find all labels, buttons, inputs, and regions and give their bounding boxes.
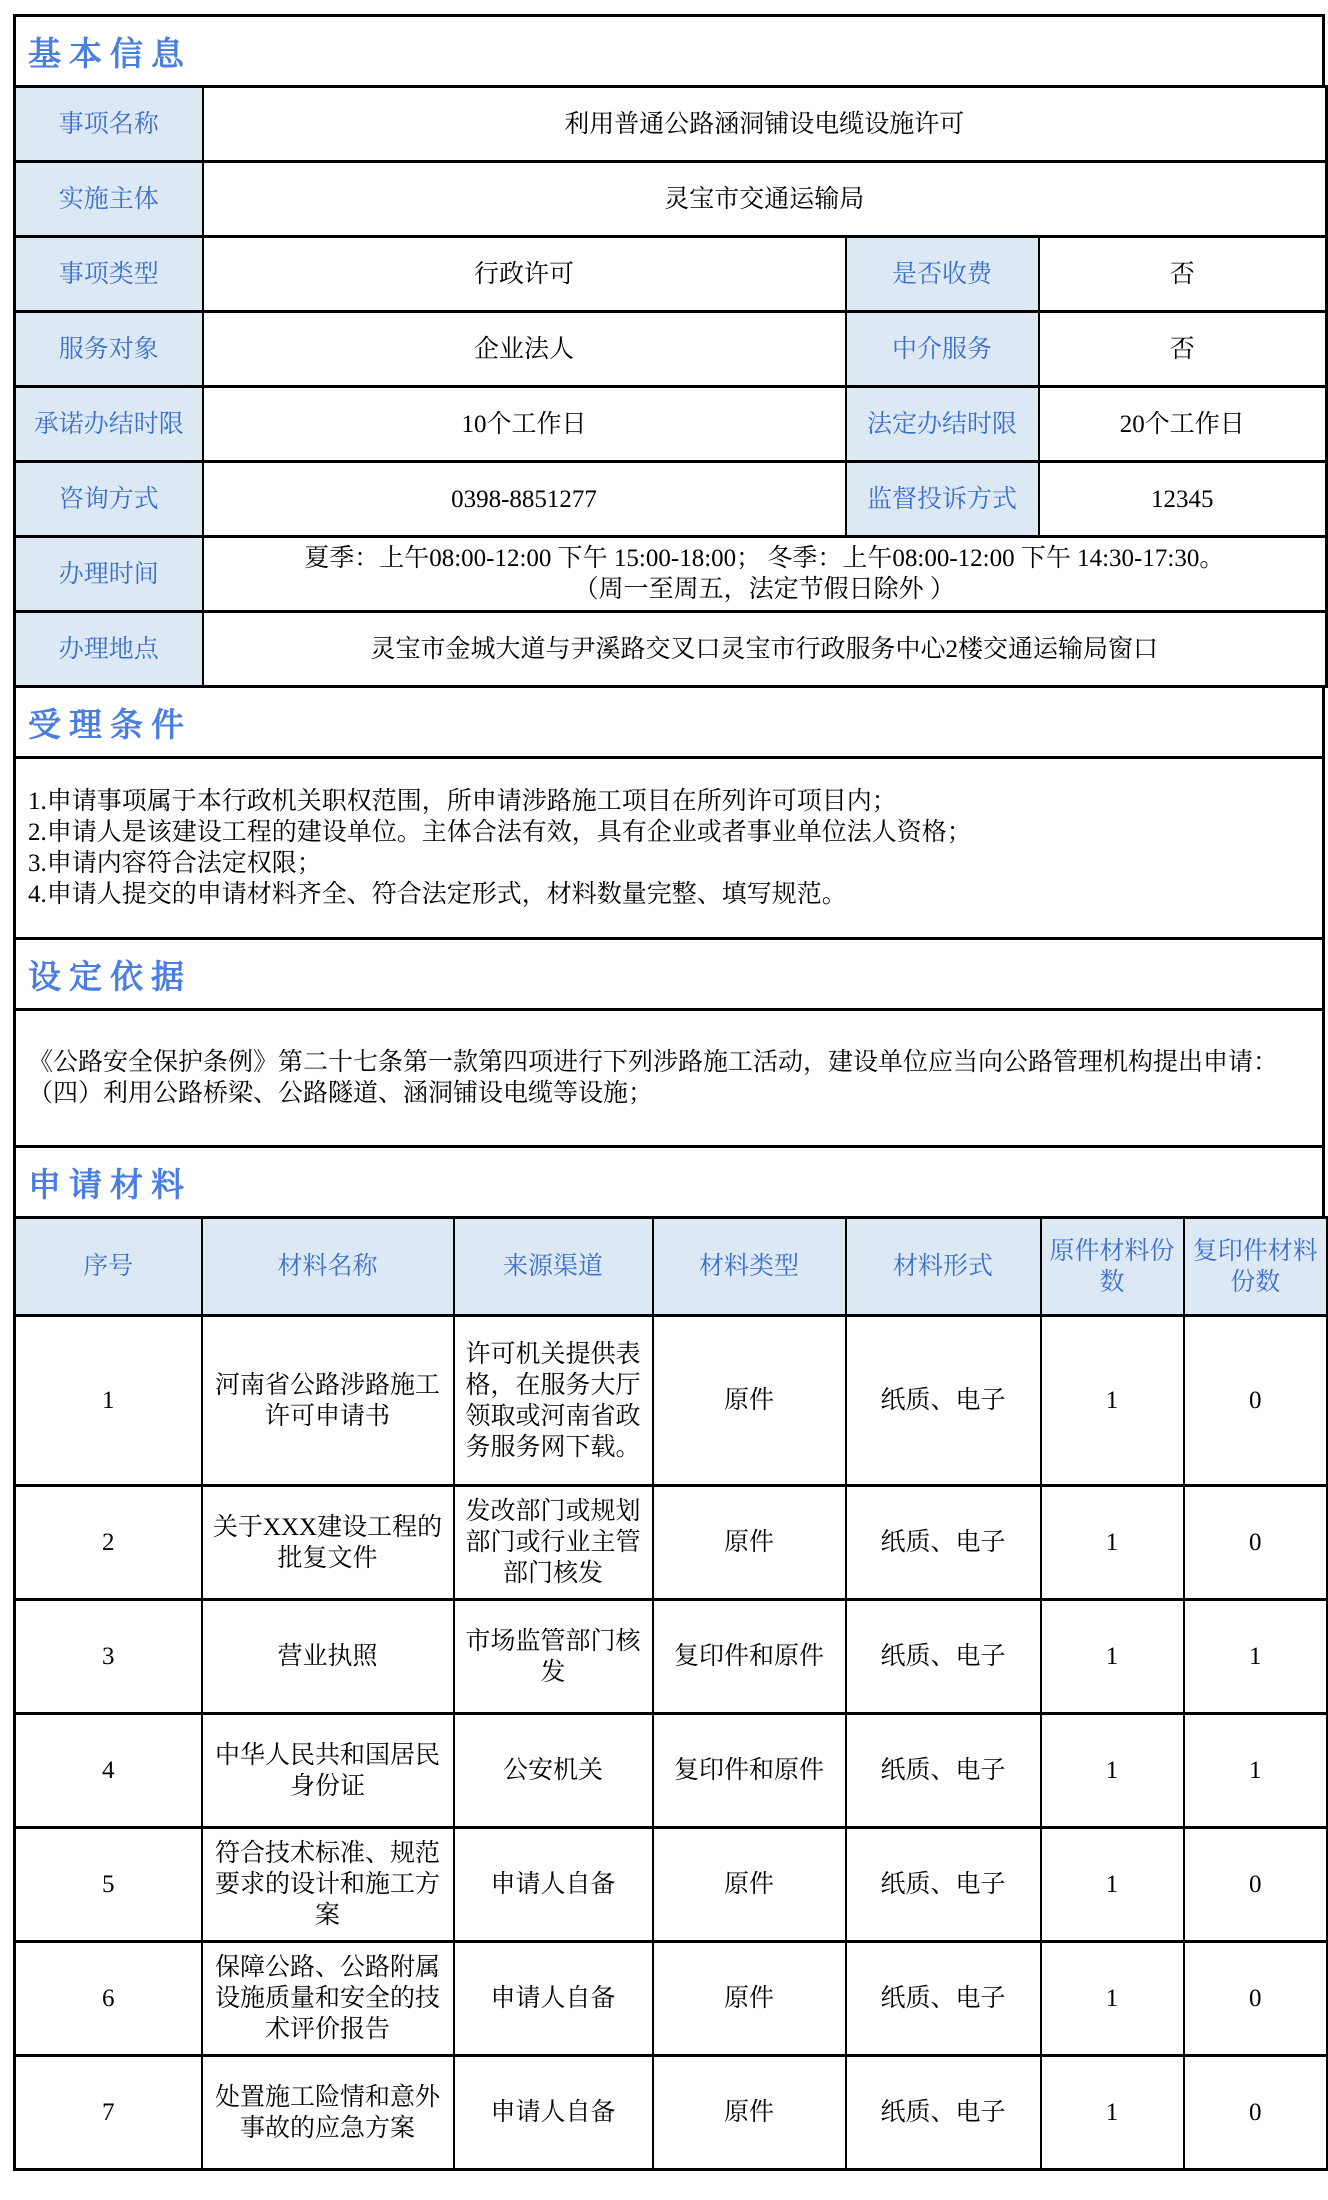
material-serial-no: 7 xyxy=(15,2056,202,2170)
material-type: 原件 xyxy=(653,1828,846,1942)
header-material-form: 材料形式 xyxy=(846,1218,1041,1316)
material-original-count: 1 xyxy=(1041,1714,1184,1828)
material-photocopy-count: 1 xyxy=(1184,1714,1328,1828)
value-complaint-phone: 12345 xyxy=(1039,462,1327,537)
value-promised-time-limit: 10个工作日 xyxy=(203,387,846,462)
value-statutory-time-limit: 20个工作日 xyxy=(1039,387,1327,462)
header-original-copies: 原件材料份数 xyxy=(1041,1218,1184,1316)
material-form: 纸质、电子 xyxy=(846,1828,1041,1942)
value-consult-phone: 0398-8851277 xyxy=(203,462,846,537)
material-original-count: 1 xyxy=(1041,1828,1184,1942)
material-photocopy-count: 0 xyxy=(1184,1942,1328,2056)
row-implementing-body xyxy=(15,162,1327,237)
condition-line: 3.申请内容符合法定权限； xyxy=(28,850,322,877)
material-form: 纸质、电子 xyxy=(846,2056,1041,2170)
material-row xyxy=(15,1942,1328,2056)
material-name: 符合技术标准、规范要求的设计和施工方案 xyxy=(202,1828,454,1942)
material-original-count: 1 xyxy=(1041,1600,1184,1714)
office-hours-line1: 夏季：上午08:00-12:00 下午 15:00-18:00； 冬季：上午08:00-12:00 下午 14:30-17:30。 xyxy=(304,545,1225,572)
header-serial-no: 序号 xyxy=(15,1218,202,1316)
service-detail-page xyxy=(13,14,1325,2171)
material-row xyxy=(15,1714,1328,1828)
application-materials-table xyxy=(13,1216,1328,2171)
material-source-channel: 公安机关 xyxy=(454,1714,653,1828)
value-service-target: 企业法人 xyxy=(203,312,846,387)
material-type: 原件 xyxy=(653,1486,846,1600)
label-item-type: 事项类型 xyxy=(15,237,203,312)
material-serial-no: 6 xyxy=(15,1942,202,2056)
material-photocopy-count: 0 xyxy=(1184,1486,1328,1600)
material-form: 纸质、电子 xyxy=(846,1316,1041,1486)
material-form: 纸质、电子 xyxy=(846,1600,1041,1714)
condition-line: 1.申请事项属于本行政机关职权范围，所申请涉路施工项目在所列许可项目内； xyxy=(28,788,897,815)
label-office-location: 办理地点 xyxy=(15,612,203,687)
material-type: 原件 xyxy=(653,1942,846,2056)
row-office-location xyxy=(15,612,1327,687)
material-serial-no: 1 xyxy=(15,1316,202,1486)
material-name: 河南省公路涉路施工许可申请书 xyxy=(202,1316,454,1486)
material-original-count: 1 xyxy=(1041,2056,1184,2170)
value-intermediary-service: 否 xyxy=(1039,312,1327,387)
label-office-hours: 办理时间 xyxy=(15,537,203,612)
section-title-acceptance-conditions-text: 受理条件 xyxy=(28,707,192,744)
label-promised-time-limit: 承诺办结时限 xyxy=(15,387,203,462)
row-office-hours xyxy=(15,537,1327,612)
label-consult-phone: 咨询方式 xyxy=(15,462,203,537)
material-name: 中华人民共和国居民身份证 xyxy=(202,1714,454,1828)
label-implementing-body: 实施主体 xyxy=(15,162,203,237)
material-source-channel: 申请人自备 xyxy=(454,1942,653,2056)
material-original-count: 1 xyxy=(1041,1486,1184,1600)
material-serial-no: 3 xyxy=(15,1600,202,1714)
material-original-count: 1 xyxy=(1041,1316,1184,1486)
header-photocopy-copies: 复印件材料份数 xyxy=(1184,1218,1328,1316)
section-title-application-materials xyxy=(13,1145,1325,1219)
label-complaint-phone: 监督投诉方式 xyxy=(846,462,1039,537)
section-title-legal-basis xyxy=(13,937,1325,1011)
legal-basis-text: 《公路安全保护条例》第二十七条第一款第四项进行下列涉路施工活动，建设单位应当向公路管理机构提出申请：（四）利用公路桥梁、公路隧道、涵洞铺设电缆等设施； xyxy=(28,1049,1279,1107)
material-source-channel: 市场监管部门核发 xyxy=(454,1600,653,1714)
label-service-target: 服务对象 xyxy=(15,312,203,387)
material-form: 纸质、电子 xyxy=(846,1714,1041,1828)
material-name: 关于XXX建设工程的批复文件 xyxy=(202,1486,454,1600)
row-item-type-fee xyxy=(15,237,1327,312)
label-intermediary-service: 中介服务 xyxy=(846,312,1039,387)
condition-line: 4.申请人提交的申请材料齐全、符合法定形式，材料数量完整、填写规范。 xyxy=(28,881,847,908)
material-serial-no: 2 xyxy=(15,1486,202,1600)
row-item-name xyxy=(15,87,1327,162)
material-form: 纸质、电子 xyxy=(846,1486,1041,1600)
value-implementing-body: 灵宝市交通运输局 xyxy=(203,162,1327,237)
material-photocopy-count: 1 xyxy=(1184,1600,1328,1714)
material-type: 原件 xyxy=(653,1316,846,1486)
material-source-channel: 发改部门或规划部门或行业主管部门核发 xyxy=(454,1486,653,1600)
material-name: 处置施工险情和意外事故的应急方案 xyxy=(202,2056,454,2170)
material-serial-no: 4 xyxy=(15,1714,202,1828)
label-item-name: 事项名称 xyxy=(15,87,203,162)
material-type: 复印件和原件 xyxy=(653,1714,846,1828)
value-office-location: 灵宝市金城大道与尹溪路交叉口灵宝市行政服务中心2楼交通运输局窗口 xyxy=(203,612,1327,687)
acceptance-conditions-content xyxy=(13,756,1325,940)
header-source-channel: 来源渠道 xyxy=(454,1218,653,1316)
material-source-channel: 许可机关提供表格，在服务大厅领取或河南省政务服务网下载。 xyxy=(454,1316,653,1486)
material-name: 营业执照 xyxy=(202,1600,454,1714)
row-time-limits xyxy=(15,387,1327,462)
row-service-target-agency xyxy=(15,312,1327,387)
material-source-channel: 申请人自备 xyxy=(454,2056,653,2170)
value-item-name: 利用普通公路涵洞铺设电缆设施许可 xyxy=(203,87,1327,162)
section-title-basic-info xyxy=(13,14,1325,88)
label-fee-required: 是否收费 xyxy=(846,237,1039,312)
material-row xyxy=(15,1486,1328,1600)
legal-basis-content xyxy=(13,1008,1325,1148)
material-serial-no: 5 xyxy=(15,1828,202,1942)
materials-header-row xyxy=(15,1218,1328,1316)
material-row xyxy=(15,2056,1328,2170)
material-row xyxy=(15,1316,1328,1486)
material-form: 纸质、电子 xyxy=(846,1942,1041,2056)
office-hours-line2: （周一至周五，法定节假日除外 ） xyxy=(573,576,955,603)
section-title-basic-info-text: 基本信息 xyxy=(28,36,192,73)
value-fee-required: 否 xyxy=(1039,237,1327,312)
material-photocopy-count: 0 xyxy=(1184,2056,1328,2170)
material-row xyxy=(15,1828,1328,1942)
section-title-acceptance-conditions xyxy=(13,685,1325,759)
material-row xyxy=(15,1600,1328,1714)
value-item-type: 行政许可 xyxy=(203,237,846,312)
material-type: 复印件和原件 xyxy=(653,1600,846,1714)
material-source-channel: 申请人自备 xyxy=(454,1828,653,1942)
row-contact xyxy=(15,462,1327,537)
header-material-name: 材料名称 xyxy=(202,1218,454,1316)
section-title-application-materials-text: 申请材料 xyxy=(28,1167,192,1204)
material-original-count: 1 xyxy=(1041,1942,1184,2056)
material-type: 原件 xyxy=(653,2056,846,2170)
value-office-hours xyxy=(203,537,1327,612)
basic-info-table xyxy=(13,85,1328,688)
material-photocopy-count: 0 xyxy=(1184,1828,1328,1942)
material-name: 保障公路、公路附属设施质量和安全的技术评价报告 xyxy=(202,1942,454,2056)
label-statutory-time-limit: 法定办结时限 xyxy=(846,387,1039,462)
header-material-type: 材料类型 xyxy=(653,1218,846,1316)
condition-line: 2.申请人是该建设工程的建设单位。主体合法有效，具有企业或者事业单位法人资格； xyxy=(28,819,972,846)
section-title-legal-basis-text: 设定依据 xyxy=(28,959,192,996)
material-photocopy-count: 0 xyxy=(1184,1316,1328,1486)
